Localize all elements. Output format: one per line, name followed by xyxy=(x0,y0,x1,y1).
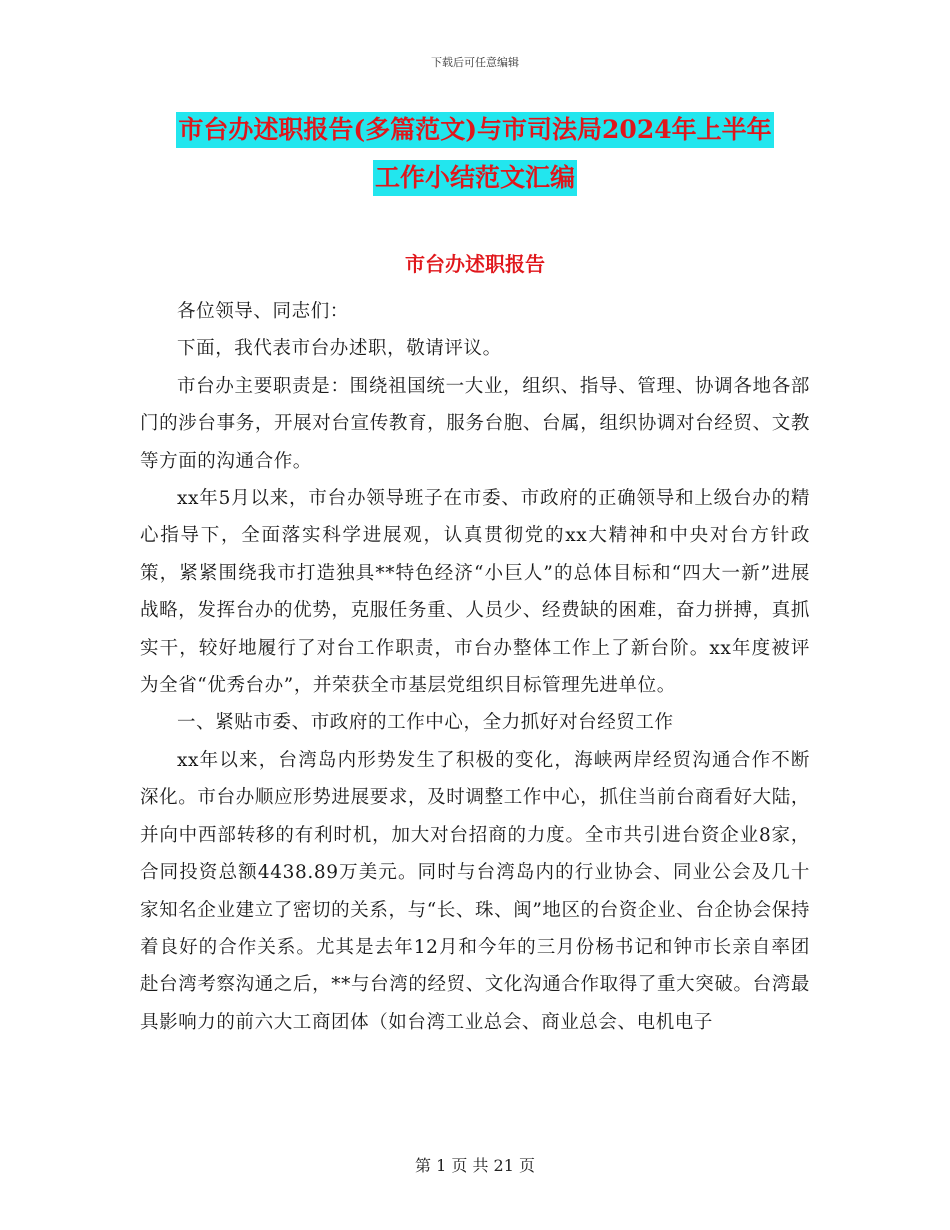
paragraph-summary: xx年5月以来，市台办领导班子在市委、市政府的正确领导和上级台办的精心指导下，全面落实科学进展观，认真贯彻党的xx大精神和中央对台方针政策，紧紧围绕我市打造独具**特色经济“小巨人”的总体目标和“四大一新”进展战略，发挥台办的优势，克服任务重、人员少、经费缺的困难，奋力拼搏，真抓实干，较好地履行了对台工作职责，市台办整体工作上了新台阶。xx年度被评为全省“优秀台办”，并荣获全市基层党组织目标管理先进单位。 xyxy=(140,488,810,697)
paragraph-duties: 市台办主要职责是：围绕祖国统一大业，组织、指导、管理、协调各地各部门的涉台事务，开展对台宣传教育，服务台胞、台属，组织协调对台经贸、文教等方面的沟通合作。 xyxy=(140,375,810,472)
document-title-line-1: 市台办述职报告(多篇范文)与市司法局2024年上半年 xyxy=(176,112,773,148)
paragraph-intro: 下面，我代表市台办述职，敬请评议。 xyxy=(177,338,502,360)
header-note: 下载后可任意编辑 xyxy=(431,56,519,69)
paragraph-economic-work: xx年以来，台湾岛内形势发生了积极的变化，海峡两岸经贸沟通合作不断深化。市台办顺应形势进展要求，及时调整工作中心，抓住当前台商看好大陆，并向中西部转移的有利时机，加大对台招商的力度。全市共引进台资企业8家，合同投资总额4438.89万美元。同时与台湾岛内的行业协会、同业公会及几十家知名企业建立了密切的关系，与“长、珠、闽”地区的台资企业、台企协会保持着良好的合作关系。尤其是去年12月和今年的三月份杨书记和钟市长亲自率团赴台湾考察沟通之后，**与台湾的经贸、文化沟通合作取得了重大突破。台湾最具影响力的前六大工商团体（如台湾工业总会、商业总会、电机电子 xyxy=(140,749,810,1033)
document-title-line-2: 工作小结范文汇编 xyxy=(373,160,577,196)
document-title xyxy=(140,112,810,196)
body-text xyxy=(140,293,810,1041)
section-title: 市台办述职报告 xyxy=(405,252,545,276)
paragraph-salutation: 各位领导、同志们： xyxy=(177,301,349,322)
page-number: 第 1 页 共 21 页 xyxy=(415,1156,535,1175)
heading-section-one: 一、紧贴市委、市政府的工作中心，全力抓好对台经贸工作 xyxy=(177,712,674,734)
